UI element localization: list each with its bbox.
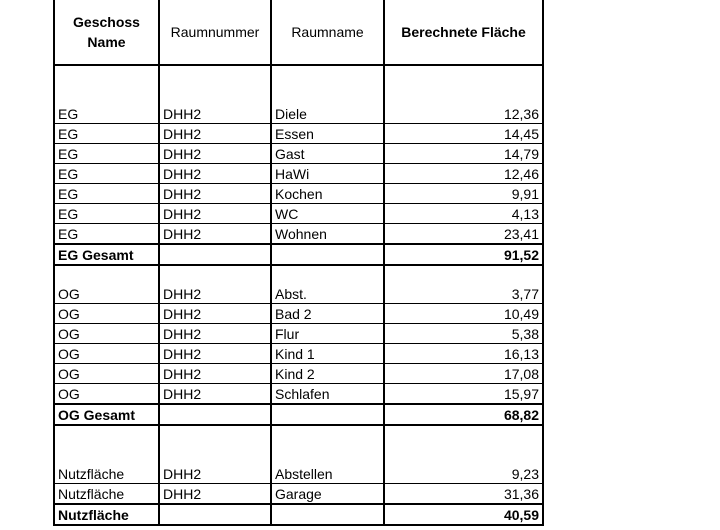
geschoss-cell: EG	[54, 124, 159, 144]
header-raumnummer: Raumnummer	[159, 0, 271, 65]
spacer-cell	[384, 265, 543, 284]
empty-cell	[271, 244, 384, 265]
raumname-cell: Kind 2	[271, 364, 384, 384]
raumnummer-cell: DHH2	[159, 324, 271, 344]
table-row	[54, 484, 543, 505]
flaeche-cell: 9,91	[384, 184, 543, 204]
table-row	[54, 464, 543, 484]
total-value: 91,52	[384, 244, 543, 265]
header-geschoss: Geschoss Name	[54, 0, 159, 65]
raumname-cell: Kochen	[271, 184, 384, 204]
raumnummer-cell: DHH2	[159, 284, 271, 304]
raumname-cell: WC	[271, 204, 384, 224]
raumname-cell: Schlafen	[271, 384, 384, 405]
geschoss-cell: EG	[54, 184, 159, 204]
total-value: 68,82	[384, 404, 543, 425]
raumname-cell: HaWi	[271, 164, 384, 184]
raumnummer-cell: DHH2	[159, 384, 271, 405]
flaeche-cell: 14,79	[384, 144, 543, 164]
total-label: OG Gesamt	[54, 404, 159, 425]
geschoss-cell: EG	[54, 204, 159, 224]
geschoss-cell: OG	[54, 324, 159, 344]
empty-cell	[159, 404, 271, 425]
geschoss-cell: EG	[54, 224, 159, 245]
table-row	[54, 384, 543, 405]
spacer-cell	[271, 425, 384, 464]
spacer-cell	[54, 425, 159, 464]
flaeche-cell: 4,13	[384, 204, 543, 224]
empty-cell	[271, 404, 384, 425]
geschoss-cell: EG	[54, 164, 159, 184]
flaeche-cell: 12,36	[384, 104, 543, 124]
raumname-cell: Essen	[271, 124, 384, 144]
spacer-cell	[271, 65, 384, 104]
table-row	[54, 184, 543, 204]
total-label: Nutzfläche	[54, 504, 159, 525]
table-row	[54, 364, 543, 384]
raumnummer-cell: DHH2	[159, 164, 271, 184]
spacer-row	[54, 425, 543, 464]
raumnummer-cell: DHH2	[159, 304, 271, 324]
raumnummer-cell: DHH2	[159, 204, 271, 224]
area-table	[53, 0, 544, 526]
table-row	[54, 344, 543, 364]
flaeche-cell: 3,77	[384, 284, 543, 304]
spacer-cell	[54, 65, 159, 104]
table-row	[54, 224, 543, 245]
raumname-cell: Gast	[271, 144, 384, 164]
table-body	[54, 65, 543, 525]
raumname-cell: Garage	[271, 484, 384, 505]
raumname-cell: Flur	[271, 324, 384, 344]
geschoss-cell: EG	[54, 104, 159, 124]
spacer-cell	[271, 265, 384, 284]
spacer-cell	[54, 265, 159, 284]
raumnummer-cell: DHH2	[159, 184, 271, 204]
flaeche-cell: 23,41	[384, 224, 543, 245]
total-row	[54, 504, 543, 525]
header-flaeche: Berechnete Fläche	[384, 0, 543, 65]
raumnummer-cell: DHH2	[159, 224, 271, 245]
flaeche-cell: 17,08	[384, 364, 543, 384]
spacer-row	[54, 265, 543, 284]
raumname-cell: Kind 1	[271, 344, 384, 364]
empty-cell	[159, 244, 271, 265]
empty-cell	[271, 504, 384, 525]
total-row	[54, 244, 543, 265]
table-row	[54, 204, 543, 224]
geschoss-cell: OG	[54, 384, 159, 405]
header-row	[54, 0, 543, 65]
raumname-cell: Wohnen	[271, 224, 384, 245]
table-row	[54, 164, 543, 184]
geschoss-cell: OG	[54, 284, 159, 304]
flaeche-cell: 14,45	[384, 124, 543, 144]
table-row	[54, 284, 543, 304]
geschoss-cell: OG	[54, 344, 159, 364]
raumnummer-cell: DHH2	[159, 464, 271, 484]
flaeche-cell: 31,36	[384, 484, 543, 505]
spacer-cell	[159, 425, 271, 464]
total-label: EG Gesamt	[54, 244, 159, 265]
raumnummer-cell: DHH2	[159, 484, 271, 505]
total-value: 40,59	[384, 504, 543, 525]
raumname-cell: Abst.	[271, 284, 384, 304]
spacer-cell	[159, 265, 271, 284]
table-row	[54, 124, 543, 144]
table-row	[54, 304, 543, 324]
spacer-row	[54, 65, 543, 104]
flaeche-cell: 16,13	[384, 344, 543, 364]
flaeche-cell: 15,97	[384, 384, 543, 405]
geschoss-cell: OG	[54, 364, 159, 384]
raumnummer-cell: DHH2	[159, 104, 271, 124]
header-raumname: Raumname	[271, 0, 384, 65]
spacer-cell	[384, 425, 543, 464]
flaeche-cell: 12,46	[384, 164, 543, 184]
raumnummer-cell: DHH2	[159, 344, 271, 364]
raumname-cell: Bad 2	[271, 304, 384, 324]
geschoss-cell: OG	[54, 304, 159, 324]
table-row	[54, 144, 543, 164]
table-row	[54, 324, 543, 344]
spacer-cell	[384, 65, 543, 104]
raumnummer-cell: DHH2	[159, 364, 271, 384]
spacer-cell	[159, 65, 271, 104]
raumnummer-cell: DHH2	[159, 124, 271, 144]
flaeche-cell: 9,23	[384, 464, 543, 484]
geschoss-cell: Nutzfläche	[54, 464, 159, 484]
geschoss-cell: Nutzfläche	[54, 484, 159, 505]
empty-cell	[159, 504, 271, 525]
geschoss-cell: EG	[54, 144, 159, 164]
raumnummer-cell: DHH2	[159, 144, 271, 164]
raumname-cell: Abstellen	[271, 464, 384, 484]
total-row	[54, 404, 543, 425]
flaeche-cell: 5,38	[384, 324, 543, 344]
flaeche-cell: 10,49	[384, 304, 543, 324]
raumname-cell: Diele	[271, 104, 384, 124]
table-row	[54, 104, 543, 124]
